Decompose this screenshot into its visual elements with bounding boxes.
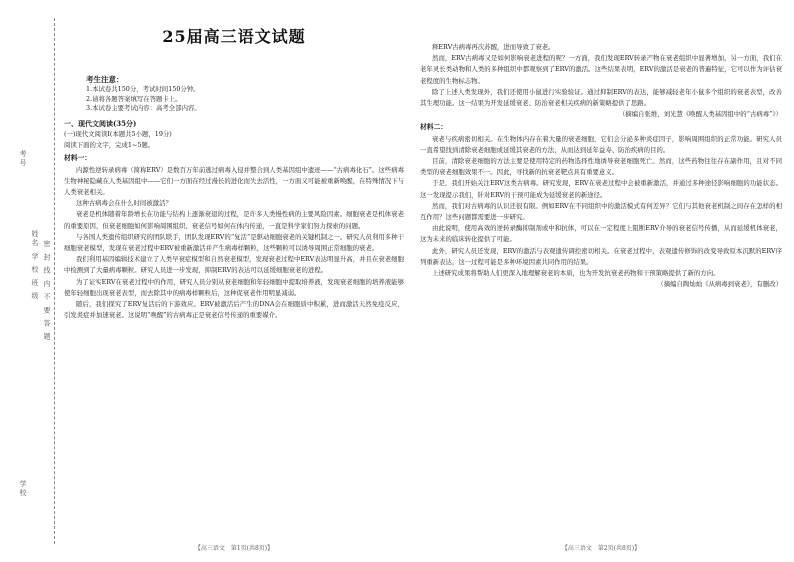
paragraph: 为了证实ERV在衰老过程中的作用，研究人员分别从衰老细胞和年轻细胞中提取培养液，发现衰老细胞的培养液能够使年轻细胞出现衰老表型，而去除其中的病毒样颗粒后，这种促衰老作用明显减弱。 bbox=[64, 277, 404, 297]
notice-list bbox=[86, 85, 404, 114]
binding-label-mid: 姓名 学 校 班 级 bbox=[31, 230, 39, 301]
paragraph: 与各国人类遗传组织研究的团队联手，团队发现ERV的“复活”是驱动细胞衰老的关键机制之一。研究人员利用多种干细胞衰老模型，发现在衰老过程中ERV被重新激活并产生病毒样颗粒，这些颗粒可以诱导周围正常细胞的衰老。 bbox=[64, 232, 404, 252]
instruction-text: 阅读下面的文字，完成1~5题。 bbox=[64, 141, 155, 150]
binding-label-bottom: 学校 bbox=[19, 480, 27, 498]
paragraph: 目前，清除衰老细胞的方法主要是使用特定的药物选择性地诱导衰老细胞死亡。然而，这些药物往往存在副作用，且对不同类型的衰老细胞效果不一。因此，寻找新的抗衰老靶点具有重要意义。 bbox=[420, 157, 782, 177]
paragraph: 随后，我们探究了ERV复活后的下游效应。ERV被激活后产生的DNA会在细胞质中积累，进而激活天然免疫反应，引发炎症并加速衰老。这说明“唤醒”的古病毒正是衰老信号传递的重要媒介。 bbox=[64, 299, 404, 320]
binding-dashed-line bbox=[54, 18, 55, 544]
paragraph: 然而，ERV古病毒又是如何影响衰老进程的呢？一方面，我们发现ERV转录产物在衰老组织中显著增加，另一方面，我们在老年灵长类动物和人类的多种组织中都观察到了ERV的激活。这些结果表明，ERV的激活是衰老的普遍特征，它可以作为评估衰老程度的生物标志物。 bbox=[420, 54, 782, 85]
page-footer-left: 【高三语文 第1页(共8页)】 bbox=[194, 545, 274, 552]
notice-heading: 考生注意： bbox=[86, 75, 124, 84]
page-footer-right: 【高三语文 第2页(共8页)】 bbox=[561, 545, 641, 552]
paragraph: 释ERV古病毒再次苏醒，进而导致了衰老。 bbox=[432, 43, 555, 51]
notice-item: 2.请将各题答案填写在答题卡上。 bbox=[86, 94, 182, 103]
paragraph: 此外，研究人员还发现，ERV的激活与表观遗传调控密切相关。在衰老过程中，表观遗传修饰的改变导致原本沉默的ERV序列重新表达，这一过程可能是多种环境因素共同作用的结果。 bbox=[420, 246, 782, 266]
paragraph: 衰老是机体随着年龄增长在功能与结构上逐渐衰退的过程，是许多人类慢性病的主要风险因素。细胞衰老是机体衰老的重要原因，但衰老细胞如何影响周围组织、衰老信号如何在体内传递，一直是科学家们努力探索的问题。 bbox=[64, 210, 404, 230]
exam-title: 25届高三语文试题 bbox=[162, 27, 306, 46]
source-citation: （摘编自张维，刘光慧《唤醒人类基因组中的“古病毒”》） bbox=[618, 110, 782, 119]
left-column bbox=[64, 40, 404, 321]
source-citation: （摘编自陶灿灿《从病毒到衰老》，有删改） bbox=[657, 280, 782, 289]
binding-label-top: 考号 bbox=[19, 150, 27, 168]
notice-item: 1.本试卷共150分，考试时间150分钟。 bbox=[86, 85, 200, 94]
paragraph: 衰老与疾病密切相关。在生物体内存在着大量的衰老细胞，它们会分泌多种炎症因子，影响周围组织的正常功能。研究人员一直希望找到清除衰老细胞或延缓其衰老的方法，从而达到延年益寿、防治疾病的目的。 bbox=[420, 134, 782, 154]
binding-label-dots: 密 封 线 内 不 要 答 题 bbox=[43, 240, 51, 342]
paragraph: 上述研究成果将帮助人们更深入地理解衰老的本质，也为开发抗衰老药物和干预策略提供了新的方向。 bbox=[432, 269, 720, 278]
paragraph: 然而，我们对古病毒的认识还很有限。例如ERV在不同组织中的激活模式有何差异？它们与其他衰老机制之间存在怎样的相互作用？这些问题都需要进一步研究。 bbox=[420, 201, 782, 222]
paragraph: 这种古病毒会在什么时间被激活？ bbox=[76, 199, 172, 208]
paragraph: 由此说明，使用高效的逆转录酶抑制剂或中和抗体，可以在一定程度上阻断ERV介导的衰老信号传播，从而延缓机体衰老，这为未来的临床转化提供了可能。 bbox=[420, 224, 782, 244]
material-label: 材料一： bbox=[64, 154, 92, 163]
material-label: 材料二： bbox=[420, 123, 448, 132]
notice-item: 3.本试卷主要考试内容：高考全部内容。 bbox=[86, 104, 201, 113]
right-column bbox=[420, 42, 782, 290]
section-heading: 一、现代文阅读(35分) bbox=[64, 118, 137, 128]
subsection-heading: (一)现代文阅读Ⅰ(本题共5小题，19分) bbox=[64, 129, 172, 138]
paragraph: 内源性逆转录病毒（简称ERV）是数百万年前逃过病毒入侵并整合到人类基因组中遗迹——“古病毒化石”。这些病毒生物神秘隐藏在人类基因组中——它们一方面在经过漫长的进化而失去活性，一方面又可能被重新唤醒，在特殊情况下与人类衰老相关。 bbox=[64, 165, 404, 196]
paragraph: 于是，我们开始关注ERV这类古病毒。研究发现，ERV在衰老过程中会被重新激活，并通过多种途径影响细胞的功能状态。这一发现提示我们，针对ERV的干预可能成为延缓衰老的新途径。 bbox=[420, 179, 782, 199]
paragraph: 我们利用基因编辑技术建立了人类早衰症模型和自然衰老模型，发现衰老过程中ERV表达明显升高，并且在衰老细胞中检测到了大量病毒颗粒。研究人员进一步发现，抑制ERV的表达可以延缓细胞衰老的进程。 bbox=[64, 255, 404, 275]
paragraph: 除了上述人类发现外，我们还使用小鼠进行实验验证。通过抑制ERV的表达，能够减轻老年小鼠多个组织的衰老表型，改善其生理功能。这一结果为开发延缓衰老、防治衰老相关疾病的新策略提供了思路。 bbox=[420, 87, 782, 108]
binding-margin bbox=[0, 0, 60, 562]
